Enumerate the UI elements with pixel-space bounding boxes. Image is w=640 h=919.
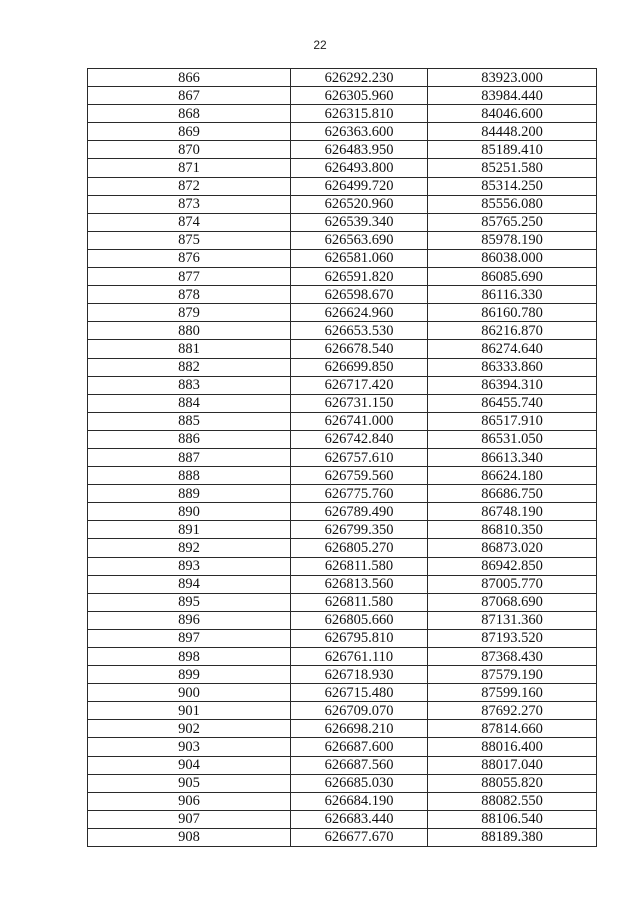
- x-coordinate-cell: 626483.950: [291, 141, 428, 159]
- point-number-cell: 880: [88, 322, 291, 340]
- table-row: [88, 141, 597, 159]
- table-row: [88, 629, 597, 647]
- y-coordinate-cell: 85978.190: [428, 231, 597, 249]
- x-coordinate-cell: 626292.230: [291, 69, 428, 87]
- table-row: [88, 702, 597, 720]
- point-number-cell: 889: [88, 485, 291, 503]
- x-coordinate-cell: 626795.810: [291, 629, 428, 647]
- x-coordinate-cell: 626520.960: [291, 195, 428, 213]
- x-coordinate-cell: 626687.560: [291, 756, 428, 774]
- y-coordinate-cell: 86942.850: [428, 557, 597, 575]
- x-coordinate-cell: 626677.670: [291, 828, 428, 846]
- x-coordinate-cell: 626717.420: [291, 376, 428, 394]
- table-row: [88, 69, 597, 87]
- table-row: [88, 485, 597, 503]
- y-coordinate-cell: 84046.600: [428, 105, 597, 123]
- point-number-cell: 892: [88, 539, 291, 557]
- point-number-cell: 904: [88, 756, 291, 774]
- point-number-cell: 877: [88, 268, 291, 286]
- point-number-cell: 894: [88, 575, 291, 593]
- y-coordinate-cell: 87005.770: [428, 575, 597, 593]
- y-coordinate-cell: 88082.550: [428, 792, 597, 810]
- y-coordinate-cell: 85189.410: [428, 141, 597, 159]
- x-coordinate-cell: 626685.030: [291, 774, 428, 792]
- point-number-cell: 886: [88, 430, 291, 448]
- point-number-cell: 868: [88, 105, 291, 123]
- x-coordinate-cell: 626709.070: [291, 702, 428, 720]
- table-row: [88, 286, 597, 304]
- table-row: [88, 340, 597, 358]
- point-number-cell: 891: [88, 521, 291, 539]
- point-number-cell: 882: [88, 358, 291, 376]
- x-coordinate-cell: 626581.060: [291, 249, 428, 267]
- table-row: [88, 304, 597, 322]
- point-number-cell: 872: [88, 177, 291, 195]
- x-coordinate-cell: 626813.560: [291, 575, 428, 593]
- x-coordinate-cell: 626315.810: [291, 105, 428, 123]
- y-coordinate-cell: 86810.350: [428, 521, 597, 539]
- y-coordinate-cell: 87692.270: [428, 702, 597, 720]
- table-row: [88, 792, 597, 810]
- point-number-cell: 895: [88, 593, 291, 611]
- table-row: [88, 322, 597, 340]
- table-row: [88, 430, 597, 448]
- table-row: [88, 159, 597, 177]
- table-row: [88, 87, 597, 105]
- x-coordinate-cell: 626678.540: [291, 340, 428, 358]
- point-number-cell: 906: [88, 792, 291, 810]
- point-number-cell: 900: [88, 684, 291, 702]
- y-coordinate-cell: 85314.250: [428, 177, 597, 195]
- x-coordinate-cell: 626789.490: [291, 503, 428, 521]
- point-number-cell: 883: [88, 376, 291, 394]
- x-coordinate-cell: 626761.110: [291, 648, 428, 666]
- table-row: [88, 123, 597, 141]
- y-coordinate-cell: 87193.520: [428, 629, 597, 647]
- y-coordinate-cell: 88016.400: [428, 738, 597, 756]
- y-coordinate-cell: 86116.330: [428, 286, 597, 304]
- table-row: [88, 195, 597, 213]
- x-coordinate-cell: 626363.600: [291, 123, 428, 141]
- x-coordinate-cell: 626718.930: [291, 666, 428, 684]
- y-coordinate-cell: 86455.740: [428, 394, 597, 412]
- y-coordinate-cell: 86873.020: [428, 539, 597, 557]
- y-coordinate-cell: 87579.190: [428, 666, 597, 684]
- table-row: [88, 268, 597, 286]
- table-row: [88, 503, 597, 521]
- y-coordinate-cell: 85765.250: [428, 213, 597, 231]
- point-number-cell: 902: [88, 720, 291, 738]
- x-coordinate-cell: 626698.210: [291, 720, 428, 738]
- x-coordinate-cell: 626757.610: [291, 448, 428, 466]
- y-coordinate-cell: 86686.750: [428, 485, 597, 503]
- point-number-cell: 903: [88, 738, 291, 756]
- table-row: [88, 810, 597, 828]
- table-row: [88, 105, 597, 123]
- table-row: [88, 557, 597, 575]
- table-row: [88, 828, 597, 846]
- x-coordinate-cell: 626598.670: [291, 286, 428, 304]
- coordinates-table: [87, 68, 597, 847]
- x-coordinate-cell: 626683.440: [291, 810, 428, 828]
- point-number-cell: 884: [88, 394, 291, 412]
- y-coordinate-cell: 86531.050: [428, 430, 597, 448]
- table-row: [88, 249, 597, 267]
- point-number-cell: 907: [88, 810, 291, 828]
- point-number-cell: 867: [88, 87, 291, 105]
- table-row: [88, 575, 597, 593]
- point-number-cell: 890: [88, 503, 291, 521]
- point-number-cell: 901: [88, 702, 291, 720]
- y-coordinate-cell: 87368.430: [428, 648, 597, 666]
- table-row: [88, 684, 597, 702]
- x-coordinate-cell: 626684.190: [291, 792, 428, 810]
- y-coordinate-cell: 86394.310: [428, 376, 597, 394]
- x-coordinate-cell: 626493.800: [291, 159, 428, 177]
- x-coordinate-cell: 626805.270: [291, 539, 428, 557]
- y-coordinate-cell: 86160.780: [428, 304, 597, 322]
- y-coordinate-cell: 86333.860: [428, 358, 597, 376]
- table-row: [88, 177, 597, 195]
- point-number-cell: 875: [88, 231, 291, 249]
- coordinates-table-body: [88, 69, 597, 847]
- point-number-cell: 893: [88, 557, 291, 575]
- table-row: [88, 412, 597, 430]
- x-coordinate-cell: 626563.690: [291, 231, 428, 249]
- x-coordinate-cell: 626811.580: [291, 593, 428, 611]
- x-coordinate-cell: 626759.560: [291, 467, 428, 485]
- x-coordinate-cell: 626624.960: [291, 304, 428, 322]
- x-coordinate-cell: 626699.850: [291, 358, 428, 376]
- point-number-cell: 896: [88, 611, 291, 629]
- table-row: [88, 774, 597, 792]
- y-coordinate-cell: 87599.160: [428, 684, 597, 702]
- x-coordinate-cell: 626799.350: [291, 521, 428, 539]
- table-row: [88, 521, 597, 539]
- point-number-cell: 871: [88, 159, 291, 177]
- y-coordinate-cell: 85556.080: [428, 195, 597, 213]
- y-coordinate-cell: 83984.440: [428, 87, 597, 105]
- x-coordinate-cell: 626539.340: [291, 213, 428, 231]
- table-row: [88, 376, 597, 394]
- y-coordinate-cell: 86517.910: [428, 412, 597, 430]
- point-number-cell: 899: [88, 666, 291, 684]
- point-number-cell: 885: [88, 412, 291, 430]
- point-number-cell: 888: [88, 467, 291, 485]
- x-coordinate-cell: 626731.150: [291, 394, 428, 412]
- table-row: [88, 648, 597, 666]
- point-number-cell: 874: [88, 213, 291, 231]
- x-coordinate-cell: 626305.960: [291, 87, 428, 105]
- x-coordinate-cell: 626811.580: [291, 557, 428, 575]
- point-number-cell: 881: [88, 340, 291, 358]
- x-coordinate-cell: 626499.720: [291, 177, 428, 195]
- point-number-cell: 869: [88, 123, 291, 141]
- y-coordinate-cell: 84448.200: [428, 123, 597, 141]
- table-row: [88, 358, 597, 376]
- y-coordinate-cell: 88017.040: [428, 756, 597, 774]
- table-row: [88, 756, 597, 774]
- y-coordinate-cell: 83923.000: [428, 69, 597, 87]
- y-coordinate-cell: 86274.640: [428, 340, 597, 358]
- y-coordinate-cell: 86613.340: [428, 448, 597, 466]
- y-coordinate-cell: 85251.580: [428, 159, 597, 177]
- point-number-cell: 908: [88, 828, 291, 846]
- point-number-cell: 878: [88, 286, 291, 304]
- point-number-cell: 905: [88, 774, 291, 792]
- x-coordinate-cell: 626687.600: [291, 738, 428, 756]
- point-number-cell: 887: [88, 448, 291, 466]
- table-row: [88, 231, 597, 249]
- table-row: [88, 720, 597, 738]
- y-coordinate-cell: 87131.360: [428, 611, 597, 629]
- point-number-cell: 873: [88, 195, 291, 213]
- table-row: [88, 213, 597, 231]
- table-row: [88, 467, 597, 485]
- point-number-cell: 898: [88, 648, 291, 666]
- y-coordinate-cell: 88189.380: [428, 828, 597, 846]
- table-row: [88, 539, 597, 557]
- x-coordinate-cell: 626653.530: [291, 322, 428, 340]
- point-number-cell: 897: [88, 629, 291, 647]
- table-row: [88, 666, 597, 684]
- y-coordinate-cell: 88106.540: [428, 810, 597, 828]
- page-number: 22: [313, 38, 327, 52]
- y-coordinate-cell: 86624.180: [428, 467, 597, 485]
- point-number-cell: 866: [88, 69, 291, 87]
- y-coordinate-cell: 86216.870: [428, 322, 597, 340]
- x-coordinate-cell: 626805.660: [291, 611, 428, 629]
- y-coordinate-cell: 87814.660: [428, 720, 597, 738]
- y-coordinate-cell: 86085.690: [428, 268, 597, 286]
- table-row: [88, 394, 597, 412]
- y-coordinate-cell: 88055.820: [428, 774, 597, 792]
- point-number-cell: 876: [88, 249, 291, 267]
- table-row: [88, 593, 597, 611]
- table-row: [88, 738, 597, 756]
- y-coordinate-cell: 86748.190: [428, 503, 597, 521]
- x-coordinate-cell: 626742.840: [291, 430, 428, 448]
- table-row: [88, 611, 597, 629]
- point-number-cell: 870: [88, 141, 291, 159]
- x-coordinate-cell: 626741.000: [291, 412, 428, 430]
- y-coordinate-cell: 87068.690: [428, 593, 597, 611]
- x-coordinate-cell: 626591.820: [291, 268, 428, 286]
- table-row: [88, 448, 597, 466]
- x-coordinate-cell: 626775.760: [291, 485, 428, 503]
- x-coordinate-cell: 626715.480: [291, 684, 428, 702]
- y-coordinate-cell: 86038.000: [428, 249, 597, 267]
- point-number-cell: 879: [88, 304, 291, 322]
